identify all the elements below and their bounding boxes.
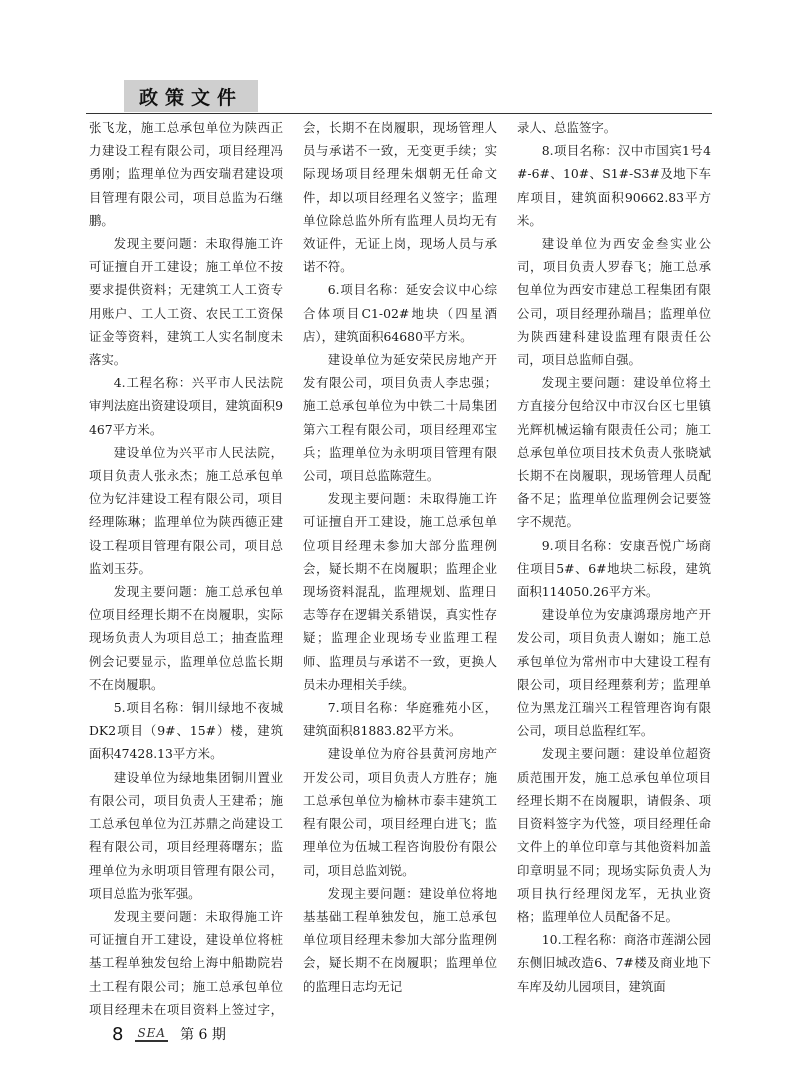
issue-label: 第 6 期 (180, 1027, 226, 1043)
paragraph: 会，长期不在岗履职，现场管理人员与承诺不一致，无变更手续；实际现场项目经理朱烟朝无任命文件，却以项目经理名义签字；监理单位除总监外所有监理人员均无有效证件，无证上岗，现场人员与承诺不符。 (303, 120, 497, 275)
paragraph: 建设单位为府谷县黄河房地产开发公司，项目负责人方胜存；施工总承包单位为榆林市泰丰建筑工程有限公司，项目经理白进飞；监理单位为伍城工程咨询股份有限公司，项目总监刘锐。 (303, 746, 497, 878)
paragraph: 建设单位为兴平市人民法院，项目负责人张永杰；施工总承包单位为钇沣建设工程有限公司，项目经理陈琳；监理单位为陕西德正建设工程项目管理有限公司，项目总监刘玉芬。 (89, 444, 283, 576)
paragraph: 建设单位为安康鸿璟房地产开发公司，项目负责人谢如；施工总承包单位为常州市中大建设工程有限公司，项目经理蔡利芳；监理单位为黑龙江瑞兴工程管理咨询有限公司，项目总监程红军。 (517, 607, 711, 739)
paragraph: 建设单位为延安荣民房地产开发有限公司，项目负责人李忠强；施工总承包单位为中铁二十局集团第六工程有限公司，项目经理邓宝兵；监理单位为永明项目管理有限公司，项目总监陈蒄生。 (303, 352, 497, 484)
page-number: 8 (112, 1023, 124, 1045)
header-divider (86, 113, 712, 114)
paragraph: 8.项目名称：汉中市国宾1号4#-6#、10#、S1#-S3#及地下车库项目，建筑面积90662.83平方米。 (517, 143, 711, 228)
paragraph: 7.项目名称：华庭雅苑小区，建筑面积81883.82平方米。 (303, 700, 497, 739)
paragraph: 发现主要问题：施工总承包单位项目经理长期不在岗履职，实际现场负责人为项目总工；抽查监理例会记要显示，监理单位总监长期不在岗履职。 (89, 584, 283, 692)
paragraph: 张飞龙，施工总承包单位为陕西正力建设工程有限公司，项目经理冯勇刚；监理单位为西安瑞君建设项目管理有限公司，项目总监为石继鹏。 (89, 120, 283, 228)
paragraph: 发现主要问题：未取得施工许可证擅自开工建设，施工总承包单位项目经理未参加大部分监理例会，疑长期不在岗履职；监理企业现场资料混乱，监理规划、监理日志等存在逻辑关系错误，真实性存疑；监理企业现场专业监理工程师、监理员与承诺不一致，更换人员未办理相关手续。 (303, 491, 497, 692)
text-column-1 (89, 116, 283, 1026)
paragraph: 5.项目名称：铜川绿地不夜城DK2项目（9#、15#）楼，建筑面积47428.13平方米。 (89, 700, 283, 762)
paragraph: 建设单位为绿地集团铜川置业有限公司，项目负责人王建希；施工总承包单位为江苏鼎之尚建设工程有限公司，项目经理蒋曙东；监理单位为永明项目管理有限公司，项目总监为张军强。 (89, 769, 283, 901)
text-column-3 (517, 116, 711, 1026)
paragraph: 发现主要问题：未取得施工许可证擅自开工建设，建设单位将桩基工程单独发包给上海中船勘院岩土工程有限公司；施工总承包单位项目经理未在项目资料上签过字， (89, 908, 283, 1017)
text-column-2 (303, 116, 497, 1026)
paragraph: 录人、总监签字。 (517, 120, 617, 135)
paragraph: 4.工程名称：兴平市人民法院审判法庭出资建设项目，建筑面积9467平方米。 (89, 375, 283, 437)
paragraph: 发现主要问题：建设单位超资质范围开发，施工总承包单位项目经理长期不在岗履职，请假条、项目资料签字为代签，项目经理任命文件上的单位印章与其他资料加盖印章明显不同；现场实际负责人为项目执行经理闵龙军，无执业资格；监理单位人员配备不足。 (517, 746, 711, 924)
page-footer (112, 1020, 226, 1048)
journal-logo: SEA (137, 1026, 167, 1040)
section-title: 政策文件 (138, 86, 243, 109)
paragraph: 发现主要问题：建设单位将地基基础工程单独发包，施工总承包单位项目经理未参加大部分监理例会，疑长期不在岗履职；监理单位的监理日志均无记 (303, 885, 497, 994)
paragraph: 6.项目名称：延安会议中心综合体项目C1-02#地块（四星酒店），建筑面积64680平方米。 (303, 282, 497, 344)
paragraph: 建设单位为西安金叁实业公司，项目负责人罗春飞；施工总承包单位为西安市建总工程集团有限公司，项目经理孙瑞昌；监理单位为陕西建科建设监理有限责任公司，项目总监师自强。 (517, 236, 711, 368)
paragraph: 9.项目名称：安康吾悦广场商住项目5#、6#地块二标段，建筑面积114050.26平方米。 (517, 537, 711, 600)
paragraph: 发现主要问题：建设单位将土方直接分包给汉中市汉台区七里镇光辉机械运输有限责任公司；施工总承包单位项目技术负责人张晓斌长期不在岗履职，现场管理人员配备不足；监理单位监理例会记要签字不规范。 (517, 375, 711, 530)
paragraph: 10.工程名称：商洛市莲湖公园东侧旧城改造6、7#楼及商业地下车库及幼儿园项目，建筑面 (517, 932, 711, 994)
section-header (124, 80, 258, 112)
paragraph: 发现主要问题：未取得施工许可证擅自开工建设；施工单位不按要求提供资料；无建筑工人工资专用账户、工人工资、农民工工资保证金等资料，建筑工人实名制度未落实。 (89, 236, 283, 368)
